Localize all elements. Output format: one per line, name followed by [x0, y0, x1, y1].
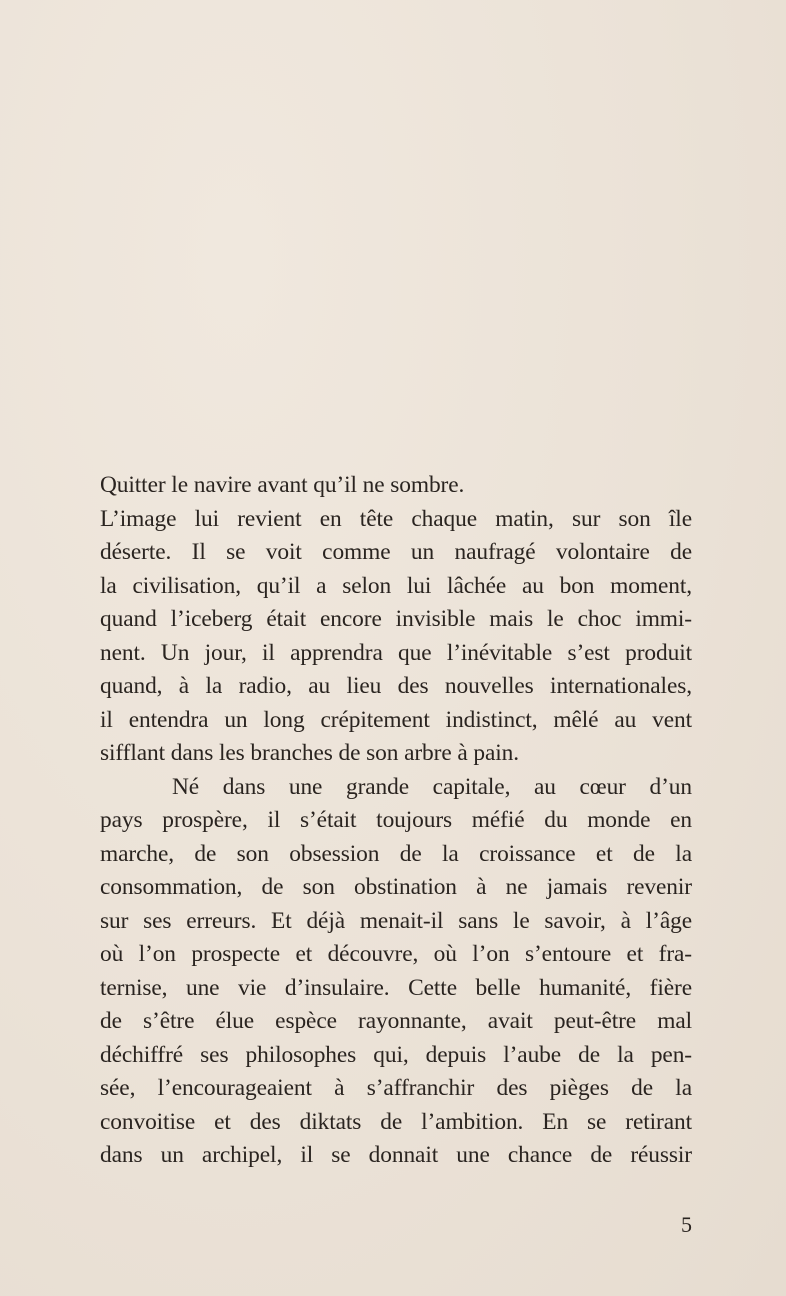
- text-line: marche, de son obsession de la croissance et de la: [100, 840, 692, 867]
- paragraph-start-line: Né dans une grande capitale, au cœur d’un: [172, 773, 692, 800]
- text-line: consommation, de son obstination à ne jamais revenir: [100, 874, 692, 900]
- text-line: Quitter le navire avant qu’il ne sombre.: [100, 472, 465, 498]
- body-text: [100, 469, 692, 1173]
- text-line: la civilisation, qu’il a selon lui lâchée au bon moment,: [100, 572, 692, 599]
- text-line: nent. Un jour, il apprendra que l’inévitable s’est produit: [100, 639, 692, 666]
- text-line: sée, l’encourageaient à s’affranchir des pièges de la: [100, 1075, 692, 1101]
- text-line: quand l’iceberg était encore invisible mais le choc immi-: [100, 606, 692, 632]
- text-line: ternise, une vie d’insulaire. Cette belle humanité, fière: [100, 974, 692, 1001]
- text-line: déserte. Il se voit comme un naufragé volontaire de: [100, 539, 692, 565]
- text-line: pays prospère, il s’était toujours méfié du monde en: [100, 807, 692, 833]
- text-line: où l’on prospecte et découvre, où l’on s’entoure et fra-: [100, 941, 692, 967]
- text-line: quand, à la radio, au lieu des nouvelles internationales,: [100, 673, 692, 699]
- text-line: convoitise et des diktats de l’ambition. En se retirant: [100, 1108, 692, 1135]
- text-line: dans un archipel, il se donnait une chance de réussir: [100, 1142, 692, 1168]
- text-line: de s’être élue espèce rayonnante, avait peut-être mal: [100, 1008, 692, 1034]
- text-line: il entendra un long crépitement indistinct, mêlé au vent: [100, 706, 692, 733]
- page-number: 5: [681, 1212, 692, 1237]
- text-line: L’image lui revient en tête chaque matin, sur son île: [100, 505, 692, 532]
- text-line: sur ses erreurs. Et déjà menait-il sans le savoir, à l’âge: [100, 907, 692, 934]
- text-line: sifflant dans les branches de son arbre à pain.: [100, 740, 520, 766]
- text-line: déchiffré ses philosophes qui, depuis l’aube de la pen-: [100, 1041, 692, 1068]
